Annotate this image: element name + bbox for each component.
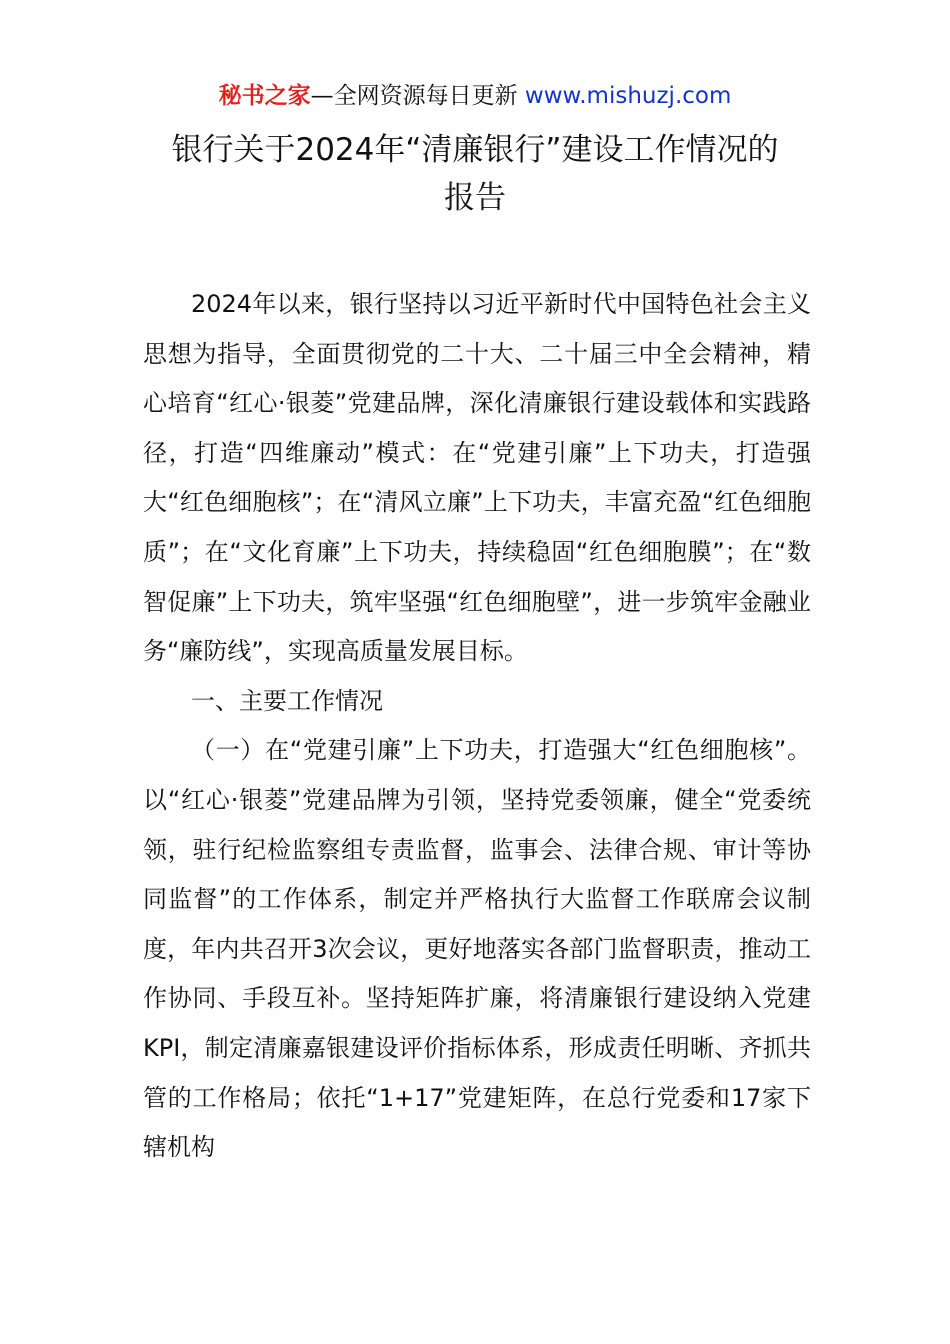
document-body: [143, 280, 811, 1173]
section-heading: 一、主要工作情况: [191, 686, 383, 715]
site-header: [0, 80, 950, 112]
brand-name: 秘书之家: [218, 83, 311, 109]
document-title-line-1: 银行关于2024年“清廉银行”建设工作情况的: [171, 132, 779, 168]
header-tagline: —全网资源每日更新: [310, 83, 525, 109]
document-title-line-2: 报告: [444, 180, 506, 216]
subsection-paragraph: （一）在“党建引廉”上下功夫，打造强大“红色细胞核”。以“红心·银菱”党建品牌为引领，坚持党委领廉，健全“党委统领，驻行纪检监察组专责监督，监事会、法律合规、审计等协同监督”的工作体系，制定并严格执行大监督工作联席会议制度，年内共召开3次会议，更好地落实各部门监督职责，推动工作协同、手段互补。坚持矩阵扩廉，将清廉银行建设纳入党建KPI，制定清廉嘉银建设评价指标体系，形成责任明晰、齐抓共管的工作格局；依托“1+17”党建矩阵，在总行党委和17家下辖机构: [143, 736, 811, 1162]
intro-paragraph: 2024年以来，银行坚持以习近平新时代中国特色社会主义思想为指导，全面贯彻党的二十大、二十届三中全会精神，精心培育“红心·银菱”党建品牌，深化清廉银行建设载体和实践路径，打造“四维廉动”模式：在“党建引廉”上下功夫，打造强大“红色细胞核”；在“清风立廉”上下功夫，丰富充盈“红色细胞质”；在“文化育廉”上下功夫，持续稳固“红色细胞膜”；在“数智促廉”上下功夫，筑牢坚强“红色细胞壁”，进一步筑牢金融业务“廉防线”，实现高质量发展目标。: [143, 290, 811, 666]
site-url-link[interactable]: www.mishuzj.com: [524, 83, 732, 109]
